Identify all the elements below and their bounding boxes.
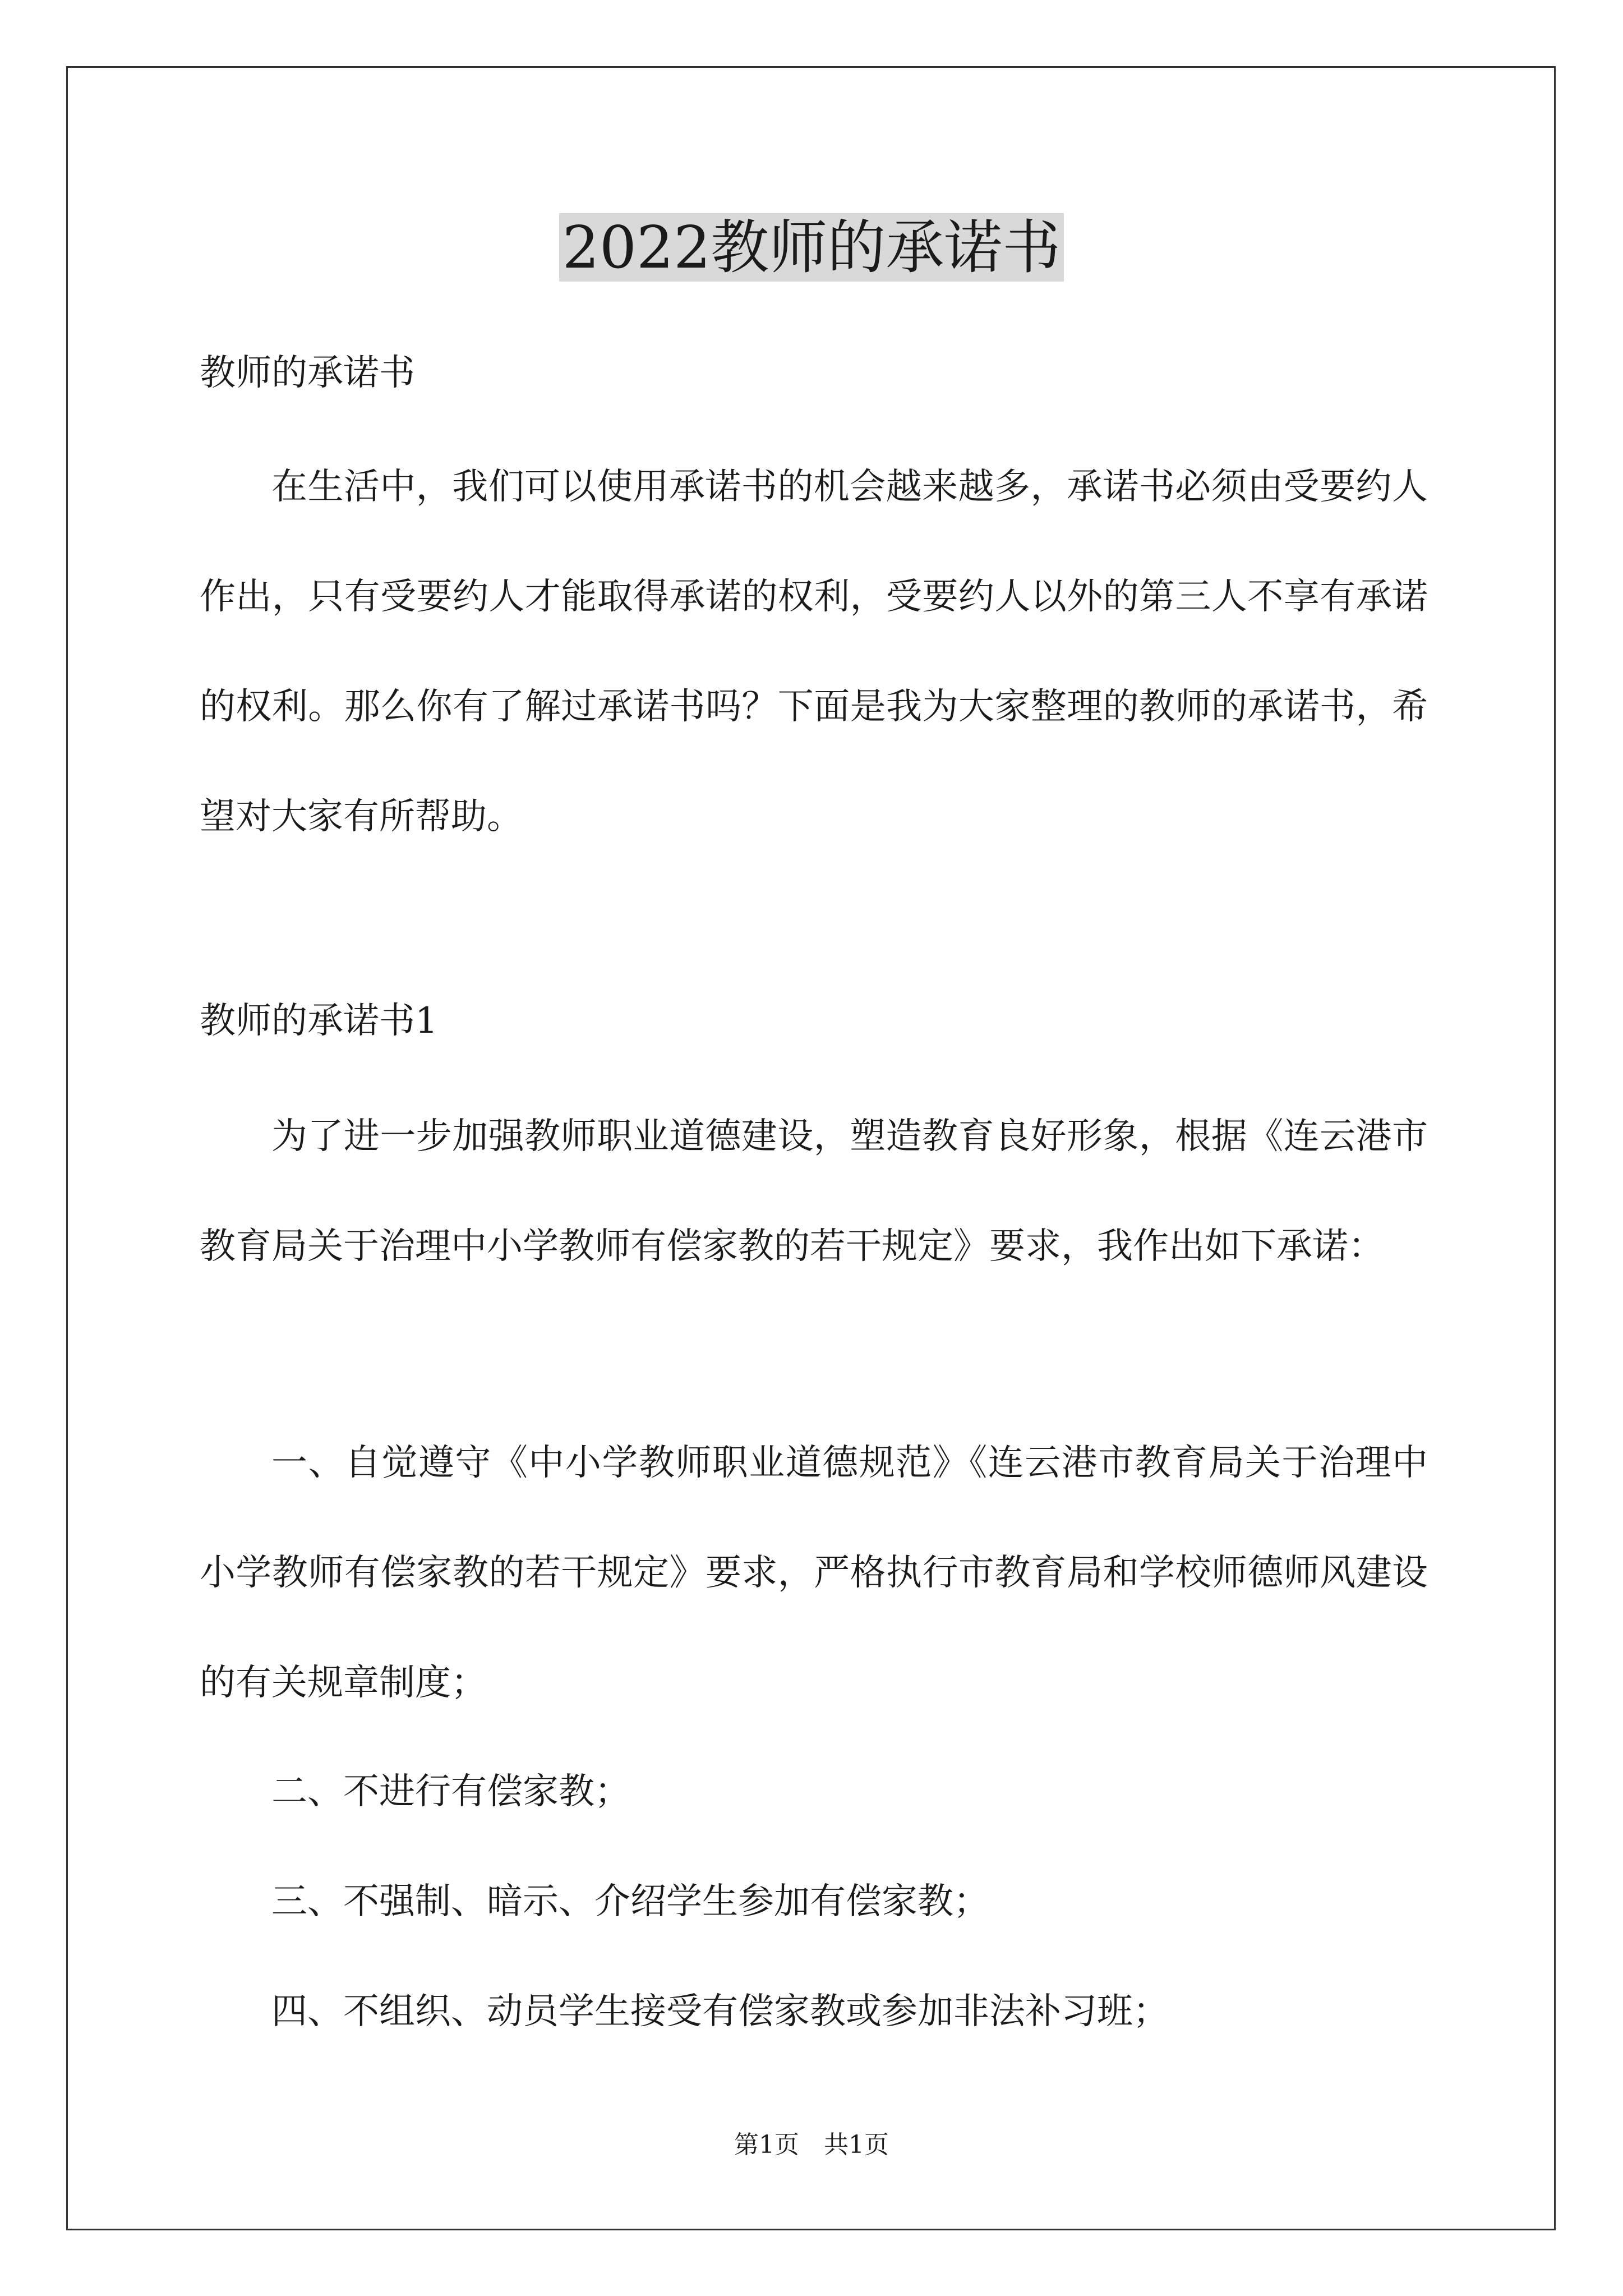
commitment-item-1: 一、自觉遵守《中小学教师职业道德规范》《连云港市教育局关于治理中小学教师有偿家教的若干规定》要求，严格执行市教育局和学校师德师风建设的有关规章制度； [200, 1442, 1428, 1704]
document-title-text: 2022教师的承诺书 [559, 213, 1064, 282]
commitment-item-2: 二、不进行有偿家教； [271, 1771, 630, 1812]
commitment-item-4: 四、不组织、动员学生接受有偿家教或参加非法补习班； [271, 1991, 1169, 2032]
page-footer: 第1页 共1页 [734, 2131, 889, 2159]
commitment-item-3: 三、不强制、暗示、介绍学生参加有偿家教； [271, 1881, 989, 1922]
section-heading: 教师的承诺书1 [200, 1000, 438, 1042]
subtitle: 教师的承诺书 [200, 352, 415, 394]
section-intro-paragraph: 为了进一步加强教师职业道德建设，塑造教育良好形象，根据《连云港市教育局关于治理中小学教师有偿家教的若干规定》要求，我作出如下承诺： [200, 1116, 1428, 1267]
intro-paragraph: 在生活中，我们可以使用承诺书的机会越来越多，承诺书必须由受要约人作出，只有受要约人才能取得承诺的权利，受要约人以外的第三人不享有承诺的权利。那么你有了解过承诺书吗？下面是我为大家整理的教师的承诺书，希望对大家有所帮助。 [200, 466, 1428, 838]
document-title [0, 205, 1623, 289]
